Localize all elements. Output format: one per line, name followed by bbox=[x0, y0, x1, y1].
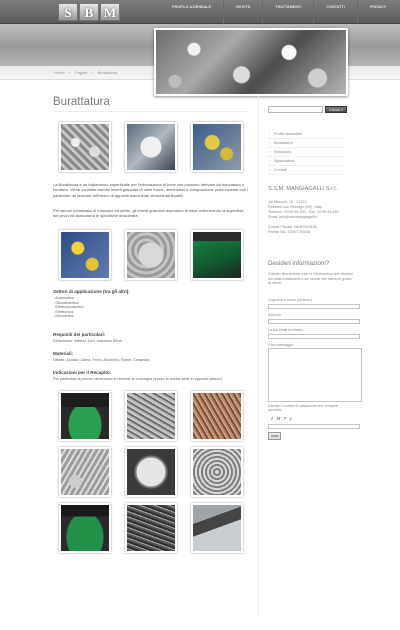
contact-form-intro: Chiedici liberamente tutte le informazioni che desideri sui nostri trattamenti o sui servizi che siamo in grado di offrirti. bbox=[268, 272, 354, 286]
address-line: via Marconi, 16 - 21022 bbox=[268, 200, 307, 204]
top-header bbox=[0, 0, 400, 24]
gallery-photo[interactable] bbox=[191, 122, 243, 172]
logo-letter: M bbox=[100, 3, 120, 21]
requisiti-heading: Requisiti dei particolari: bbox=[53, 332, 106, 337]
gallery-photo[interactable] bbox=[125, 391, 177, 441]
list-item: - Meccanica bbox=[53, 314, 74, 319]
breadcrumb-pagine[interactable]: Pagine bbox=[74, 70, 88, 75]
address-line: Partita IVA: 10057700158 bbox=[268, 230, 310, 234]
materiali-heading: Materiali: bbox=[53, 351, 74, 356]
gallery-photo[interactable] bbox=[59, 230, 111, 280]
column-divider bbox=[258, 96, 259, 616]
sidebar-item-burattatura[interactable]: › Burattatura bbox=[268, 139, 346, 148]
sidebar-item-profilo[interactable]: › Profilo Aziendale bbox=[268, 130, 346, 139]
name-label: Cognome e nome (richiesto) bbox=[268, 298, 313, 302]
photo-gallery-middle bbox=[59, 230, 243, 280]
list-item: - Automotive bbox=[53, 296, 75, 300]
breadcrumb bbox=[54, 70, 117, 75]
nav-profilo[interactable]: PROFILO AZIENDALE bbox=[172, 5, 212, 9]
gallery-photo[interactable] bbox=[59, 391, 111, 441]
page-title: Burattatura bbox=[53, 96, 249, 112]
list-item: - Elettrodomestico bbox=[53, 305, 84, 310]
company-field[interactable] bbox=[268, 319, 360, 324]
gallery-photo[interactable] bbox=[59, 503, 111, 553]
sidebar-item-sgrassatura[interactable]: › Sgrassatura bbox=[268, 157, 346, 166]
breadcrumb-home[interactable]: Home bbox=[54, 70, 65, 75]
gallery-photo[interactable] bbox=[125, 503, 177, 553]
search-button[interactable]: Cerca » bbox=[325, 106, 347, 113]
nav-novita[interactable]: NOVITÀ bbox=[223, 0, 262, 24]
photo-gallery-top bbox=[59, 122, 243, 172]
breadcrumb-separator: » bbox=[91, 70, 94, 75]
search-box bbox=[268, 106, 347, 113]
nav-privacy[interactable]: PRIVACY bbox=[357, 0, 398, 24]
main-content bbox=[53, 96, 249, 381]
list-item: - Oleodinamica bbox=[53, 300, 79, 305]
logo-letter: S bbox=[58, 3, 78, 21]
nav-trattamenti[interactable]: TRATTAMENTI bbox=[262, 0, 313, 24]
captcha-field[interactable] bbox=[268, 424, 360, 429]
captcha-label: Inserisci il codice di validazione che compare qui sotto: bbox=[268, 404, 338, 413]
gallery-photo[interactable] bbox=[59, 122, 111, 172]
address-line: Telefono: 02/95.54.290 - Fax: 02/95.54.290 bbox=[268, 210, 339, 214]
email-field[interactable] bbox=[268, 334, 360, 339]
sidebar-item-contatti[interactable]: › Contatti bbox=[268, 166, 346, 175]
gallery-photo[interactable] bbox=[125, 447, 177, 497]
indicazioni-heading: Indicazioni per il Recapito: bbox=[53, 370, 112, 375]
company-heading: S.S.M. MANGIAGALLI S.r.l. bbox=[268, 186, 338, 192]
breadcrumb-current: Burattatura bbox=[97, 70, 118, 75]
address-line: Pessano con Bornago (MI) - Italy bbox=[268, 205, 322, 209]
captcha-image: z M T y bbox=[271, 416, 293, 421]
message-textarea[interactable] bbox=[268, 348, 362, 402]
settori-list bbox=[53, 296, 84, 319]
gallery-photo[interactable] bbox=[59, 447, 111, 497]
nav-contatti[interactable]: CONTATTI bbox=[313, 0, 356, 24]
sidebar-links bbox=[268, 130, 346, 175]
logo-letter: B bbox=[79, 3, 99, 21]
settori-heading: Settori di applicazione (tra gli altri): bbox=[53, 289, 130, 294]
company-label: Azienda bbox=[268, 313, 281, 317]
name-field[interactable] bbox=[268, 304, 360, 309]
list-item: - Elettronica bbox=[53, 309, 74, 314]
indicazioni-text: Per particolari di piccole dimensioni si richiede la consegna presso la nostra sede in appositi cassoni. bbox=[53, 377, 223, 381]
company-address bbox=[268, 200, 368, 235]
company-logo[interactable] bbox=[58, 3, 120, 21]
sidebar-item-sbavatura[interactable]: › Sbavatura bbox=[268, 148, 346, 157]
submit-button[interactable]: Invia bbox=[268, 432, 281, 440]
hero-image bbox=[154, 28, 348, 96]
requisiti-text: Dimensioni: inferiori 1cm, massimo 80cm bbox=[53, 339, 123, 343]
address-line[interactable]: Email: info@ssmmangiagalli.it bbox=[268, 215, 318, 219]
gallery-photo[interactable] bbox=[191, 447, 243, 497]
address-line: Codice Fiscale: 08087820153 bbox=[268, 225, 317, 229]
intro-paragraph-2: Per azione combinata di rotazione ed attrito, gli inserti granulari asportano le bave uniformando la superficie dei pezzi ed assicurano le specifiche desiderate. bbox=[53, 208, 244, 219]
materiali-text: Ottone, Acciaio, Zama, Ferro, Alluminio, Rame, Ceramica bbox=[53, 358, 150, 362]
intro-paragraph: La Burattatura è un trattamento superficiale per l'eliminazione di bave che possono derivare da tranciatura o tornitura. Viene condotta tramite inserti granulari di varie forme, dimensioni e composizione posti insieme con i particolari da lavorare all'interno di appositi macchinari denominati Buratti. bbox=[53, 182, 248, 198]
main-nav bbox=[160, 0, 398, 24]
photo-gallery-bottom bbox=[59, 391, 243, 553]
gallery-photo[interactable] bbox=[191, 503, 243, 553]
gallery-photo[interactable] bbox=[125, 122, 177, 172]
message-label: Il tuo messaggio bbox=[268, 343, 294, 347]
gallery-photo[interactable] bbox=[191, 391, 243, 441]
email-label: La tua email (richiesto) bbox=[268, 328, 304, 332]
breadcrumb-separator: » bbox=[68, 70, 71, 75]
gallery-photo[interactable] bbox=[125, 230, 177, 280]
contact-form-heading: Desideri informazioni? bbox=[268, 260, 330, 267]
search-input[interactable] bbox=[268, 106, 323, 113]
gallery-photo[interactable] bbox=[191, 230, 243, 280]
